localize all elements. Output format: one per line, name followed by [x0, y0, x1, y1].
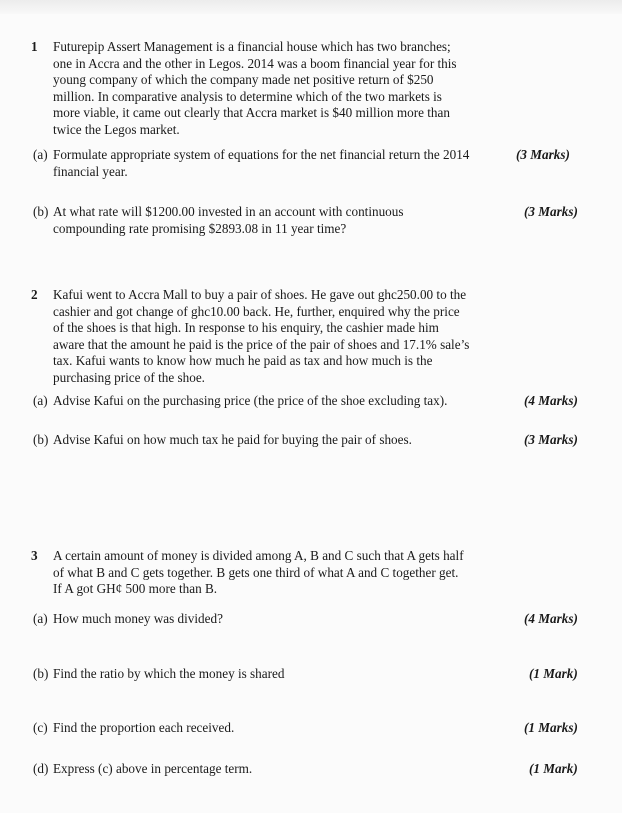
question-1a-text: Formulate appropriate system of equations for the net financial return the 2014 financial year.	[53, 147, 470, 179]
question-3a-marks: (4 Marks)	[524, 611, 578, 626]
question-2b-label: (b)	[33, 432, 49, 447]
question-1-stem: Futurepip Assert Management is a financial house which has two branches; one in Accra and the other in Legos. 2014 was a boom financial year for this young company of which the company made net positive return of $250 million. In comparative analysis to determine which of the two markets is more viable, it came out clearly that Accra market is $40 million more than twice the Legos market.	[53, 39, 457, 137]
question-3a-label: (a)	[33, 611, 48, 626]
question-3c-marks: (1 Marks)	[524, 720, 578, 735]
question-3d-text: Express (c) above in percentage term.	[53, 761, 253, 776]
question-3b-marks: (1 Mark)	[529, 666, 578, 681]
question-2a-label: (a)	[33, 393, 48, 408]
question-2a-marks: (4 Marks)	[524, 393, 578, 408]
question-2-number: 2	[31, 287, 38, 302]
question-2b-text: Advise Kafui on how much tax he paid for buying the pair of shoes.	[53, 432, 412, 447]
question-2-stem: Kafui went to Accra Mall to buy a pair of shoes. He gave out ghc250.00 to the cashier and got change of ghc10.00 back. He, further, enquired why the price of the shoes is that high. In response to his enquiry, the cashier made him aware that the amount he paid is the price of the pair of shoes and 17.1% sale’s tax. Kafui wants to know how much he paid as tax and how much is the purchasing price of the shoe.	[53, 287, 470, 385]
question-1a-marks: (3 Marks)	[516, 147, 570, 162]
question-3b-text: Find the ratio by which the money is shared	[53, 666, 285, 681]
question-1b-label: (b)	[33, 204, 49, 219]
question-3d-marks: (1 Mark)	[529, 761, 578, 776]
question-3a-text: How much money was divided?	[53, 611, 223, 626]
question-2a-text: Advise Kafui on the purchasing price (the price of the shoe excluding tax).	[53, 393, 448, 408]
question-1b-text: At what rate will $1200.00 invested in an account with continuous compounding rate promising $2893.08 in 11 year time?	[53, 204, 404, 236]
page-top-edge	[0, 0, 622, 14]
question-3c-text: Find the proportion each received.	[53, 720, 235, 735]
question-3-stem: A certain amount of money is divided among A, B and C such that A gets half of what B and C gets together. B gets one third of what A and C together get. If A got GH¢ 500 more than B.	[53, 548, 464, 597]
question-3-number: 3	[31, 548, 38, 563]
question-1b-marks: (3 Marks)	[524, 204, 578, 219]
question-3c-label: (c)	[33, 720, 48, 735]
question-1a-label: (a)	[33, 147, 48, 162]
question-3b-label: (b)	[33, 666, 49, 681]
question-3d-label: (d)	[33, 761, 49, 776]
question-2b-marks: (3 Marks)	[524, 432, 578, 447]
question-1-number: 1	[31, 39, 38, 54]
